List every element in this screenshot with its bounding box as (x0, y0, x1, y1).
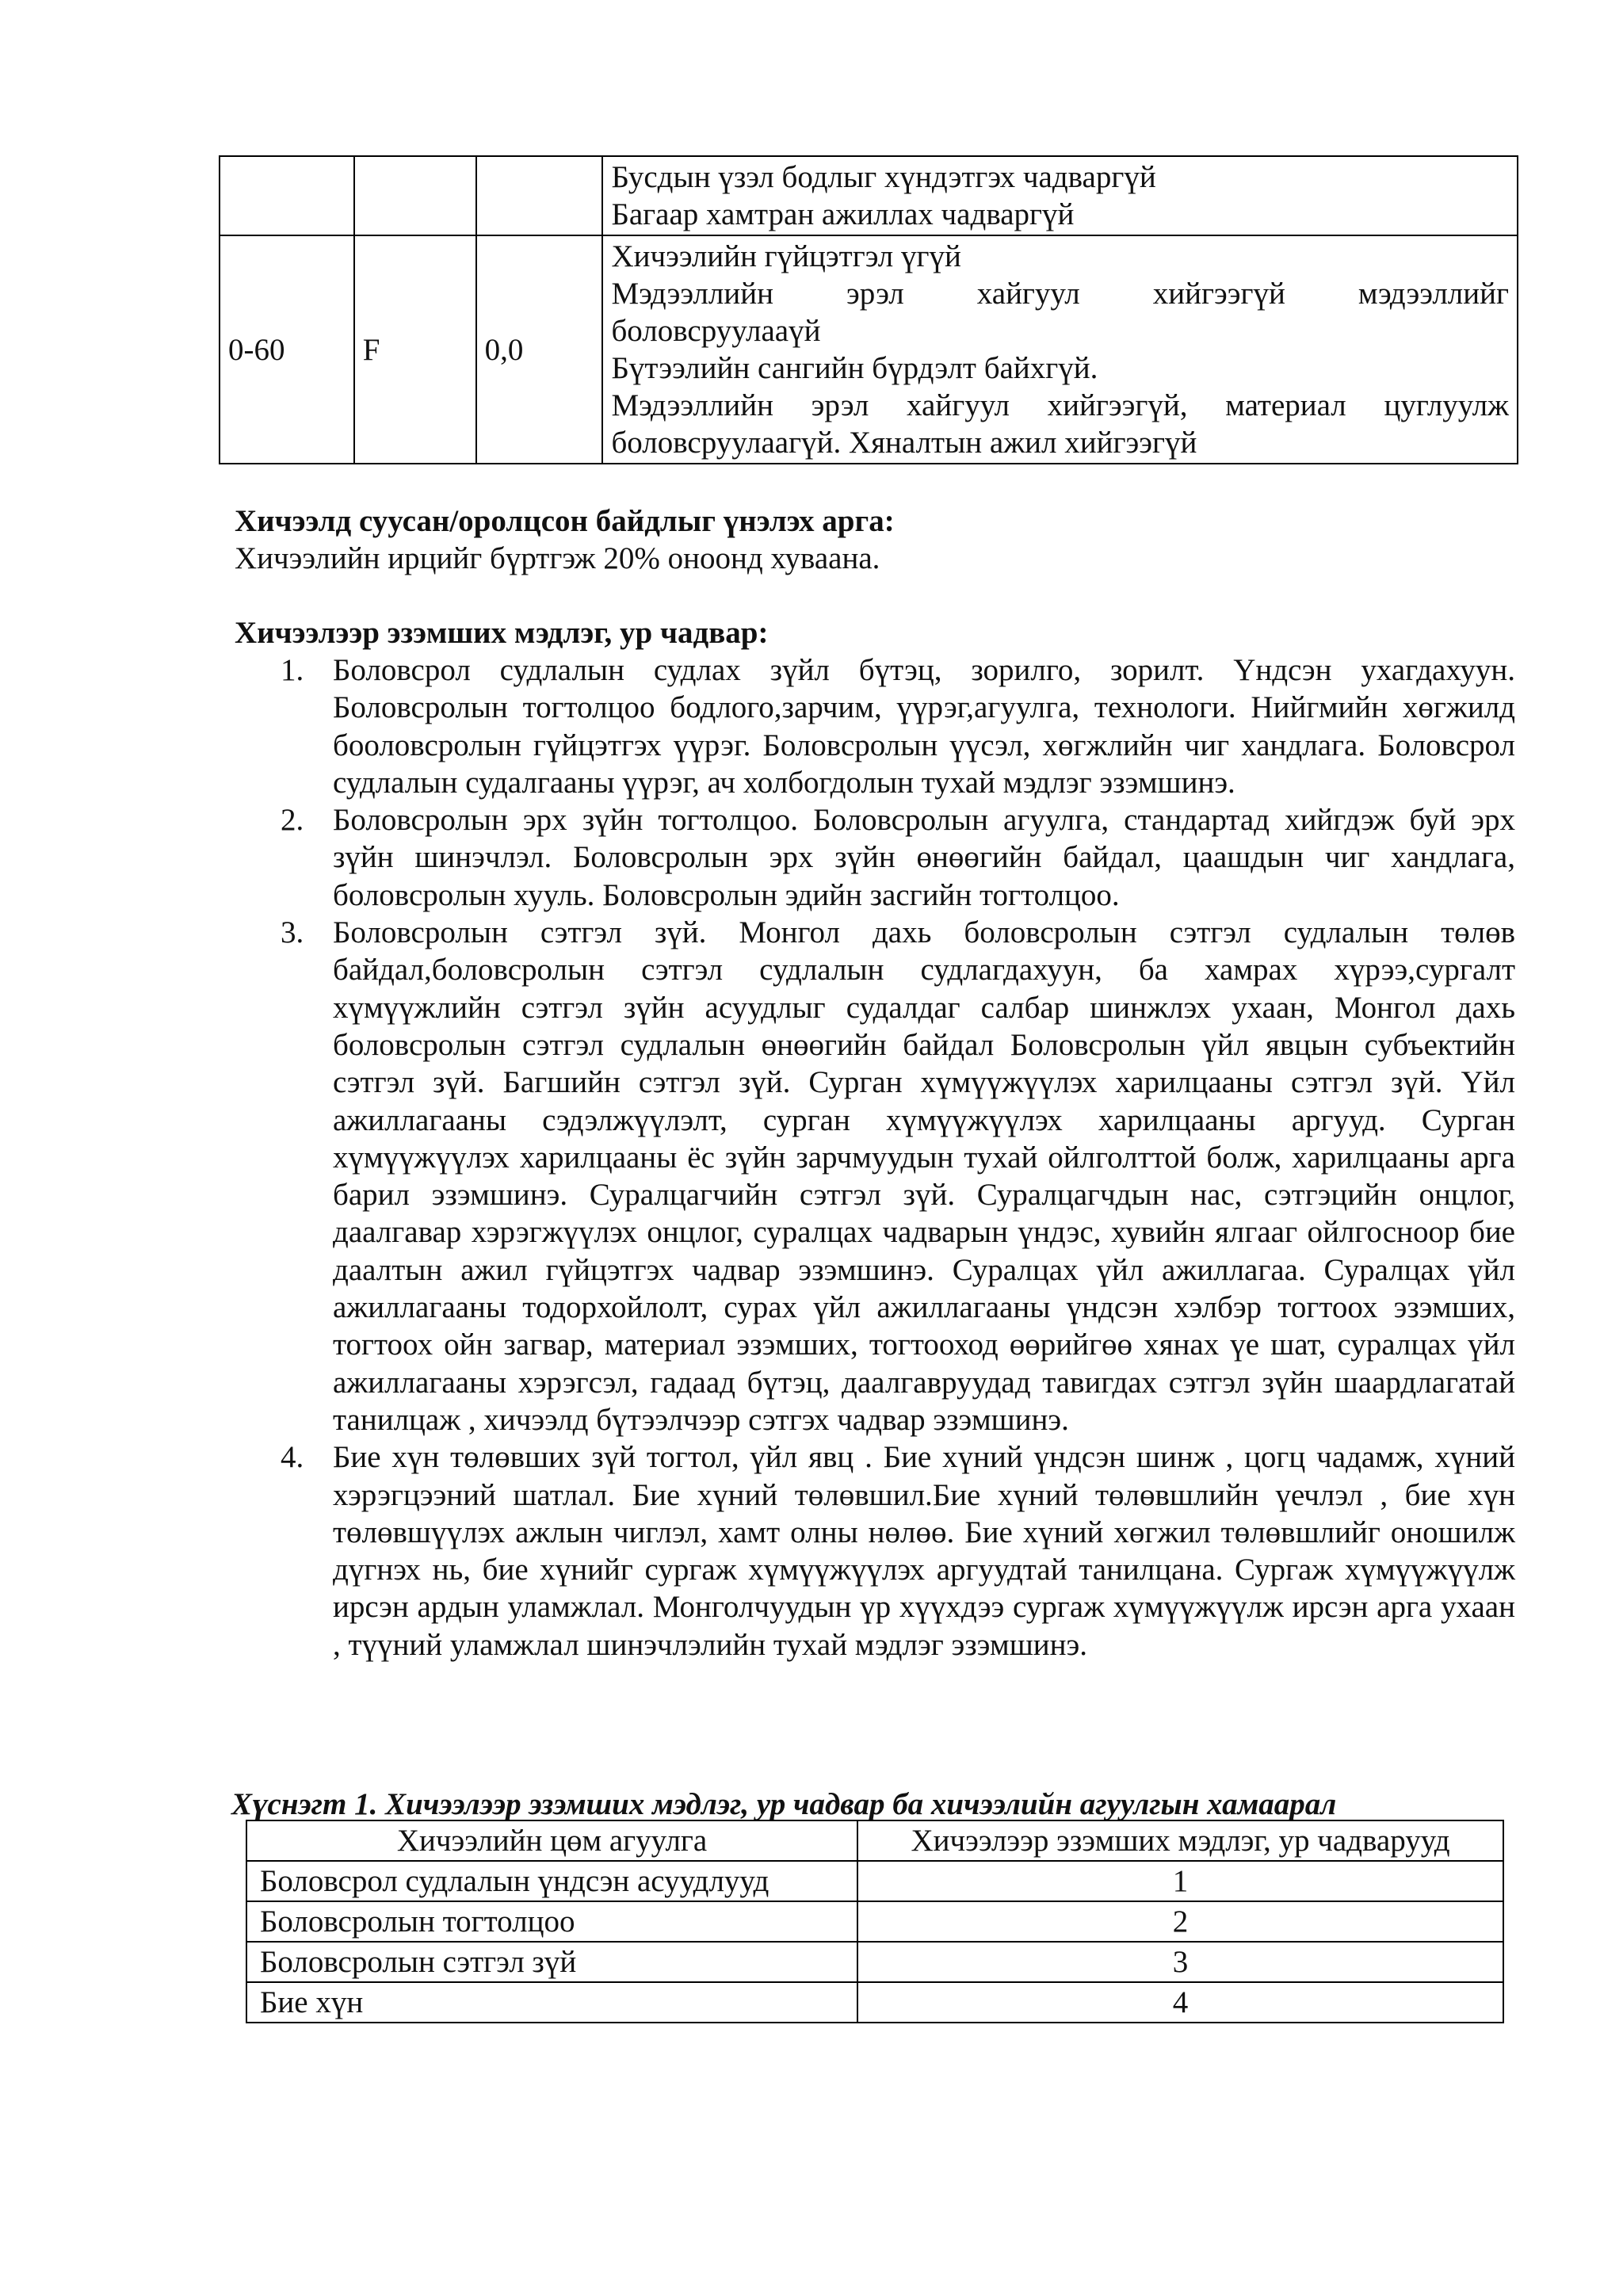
attendance-text: Хичээлийн ирцийг бүртгэж 20% оноонд хуваана. (235, 541, 880, 575)
grade-description-line: Хичээлийн гүйцэтгэл үгүй (611, 239, 961, 273)
attendance-section (235, 502, 1517, 577)
list-item-text: Боловсрол судлалын судлах зүйл бүтэц, зорилго, зорилт. Үндсэн ухагдахуун. Боловсролын тогтолцоо бодлого,зарчим, үүрэг,агуулга, технологи. Нийгмийн хөгжилд бооловсролын гүйцэтгэх үүрэг. Боловсролын үүсэл, хөгжлийн чиг хандлага. Боловсрол судлалын судалгааны үүрэг, ач холбогдолын тухай мэдлэг эзэмшинэ. (333, 653, 1515, 800)
grade-table (219, 155, 1518, 464)
list-number: 2. (281, 803, 304, 838)
grade-gpa-cell: 0,0 (476, 235, 603, 464)
grade-description-line: Бүтээлийн сангийн бүрдэлт байхгүй. (611, 351, 1098, 385)
column-header-topic: Хичээлийн цөм агуулга (246, 1820, 857, 1861)
skills-list-item (235, 914, 1515, 1438)
attendance-heading: Хичээлд суусан/оролцсон байдлыг үнэлэх арга: (235, 504, 895, 538)
grade-row (220, 156, 1518, 235)
list-number: 4. (281, 1440, 304, 1475)
topic-cell: Боловсролын сэтгэл зүй (246, 1942, 857, 1982)
list-item-text: Бие хүн төлөвших зүй тогтол, үйл явц . Бие хүний үндсэн шинж , цогц чадамж, хүний хэрэгцээний шатлал. Бие хүний төлөвшил.Бие хүний төлөвшлийн үечлэл , бие хүн төлөвшүүлэх ажлын чиглэл, хамт олны нөлөө. Бие хүний хөгжил төлөвшлийг оношилж дүгнэх нь, бие хүнийг сургаж хүмүүжүүлэх аргуудтай танилцана. Сургаж хүмүүжүүлж ирсэн ардын уламжлал. Монголчуудын үр хүүхдээ сургаж хүмүүжүүлж ирсэн арга ухаан , түүний уламжлал шинэчлэлийн тухай мэдлэг эзэмшинэ. (333, 1440, 1515, 1662)
skill-number-cell: 2 (857, 1901, 1503, 1942)
grade-range-cell: 0-60 (220, 235, 354, 464)
skills-list-item (235, 1438, 1515, 1664)
grade-description-line: боловсруулаагүй. Хяналтын ажил хийгээгүй (611, 426, 1197, 460)
grade-description-line: Бусдын үзэл бодлыг хүндэтгэх чадваргүй (611, 160, 1156, 194)
grade-description-line: Мэдээллийн эрэл хайгуул хийгээгүй, материал цуглуулж (611, 388, 1509, 422)
skill-number-cell: 3 (857, 1942, 1503, 1982)
grade-row (220, 235, 1518, 464)
skill-number-cell: 1 (857, 1861, 1503, 1901)
table-header-row (246, 1820, 1503, 1861)
table-caption: Хүснэгт 1. Хичээлээр эзэмших мэдлэг, ур чадвар ба хичээлийн агуулгын хамаарал (231, 1787, 1337, 1821)
topic-cell: Бие хүн (246, 1982, 857, 2023)
grade-description-line: боловсруулааүй (611, 314, 821, 348)
grade-description-line: Багаар хамтран ажиллах чадваргүй (611, 197, 1075, 231)
table-row (246, 1942, 1503, 1982)
list-item-text: Боловсролын эрх зүйн тогтолцоо. Боловсролын агуулга, стандартад хийгдэж буй эрх зүйн шинэчлэл. Боловсролын эрх зүйн өнөөгийн байдал, цаашдын чиг хандлага, боловсролын хууль. Боловсролын эдийн засгийн тогтолцоо. (333, 803, 1515, 912)
grade-letter-cell: F (354, 235, 476, 464)
table-row (246, 1901, 1503, 1942)
skills-list-item (235, 801, 1515, 914)
grade-description-line: Мэдээллийн эрэл хайгуул хийгээгүй мэдээллийг (611, 277, 1509, 311)
table-row (246, 1861, 1503, 1901)
list-number: 1. (281, 653, 304, 687)
skills-section (235, 614, 1517, 651)
grade-description-cell (602, 235, 1518, 464)
skill-number-cell: 4 (857, 1982, 1503, 2023)
grade-range-cell (220, 156, 354, 235)
skills-list-item (235, 651, 1515, 801)
skills-heading: Хичээлээр эзэмших мэдлэг, ур чадвар: (235, 616, 769, 650)
grade-description-cell (602, 156, 1518, 235)
skills-list (235, 651, 1515, 1664)
grade-letter-cell (354, 156, 476, 235)
topics-table (246, 1820, 1504, 2023)
table-row (246, 1982, 1503, 2023)
list-item-text: Боловсролын сэтгэл зүй. Монгол дахь боловсролын сэтгэл судлалын төлөв байдал,боловсролын сэтгэл судлалын судлагдахуун, ба хамрах хүрээ,сургалт хүмүүжлийн сэтгэл зүйн асуудлыг судалдаг салбар шинжлэх ухаан, Монгол дахь боловсролын сэтгэл судлалын өнөөгийн байдал Боловсролын үйл явцын субъектийн сэтгэл зүй. Багшийн сэтгэл зүй. Сурган хүмүүжүүлэх харилцааны сэтгэл зүй. Үйл ажиллагааны сэдэлжүүлэлт, сурган хүмүүжүүлэх харилцааны аргууд. Сурган хүмүүжүүлэх харилцааны ёс зүйн зарчмуудын тухай ойлголттой болж, харилцааны арга барил эзэмшинэ. Суралцагчийн сэтгэл зүй. Суралцагчдын нас, сэтгэцийн онцлог, даалгавар хэрэгжүүлэх онцлог, суралцах чадварын үндэс, хувийн ялгааг ойлгосноор бие даалтын ажил гүйцэтгэх чадвар эзэмшинэ. Суралцах үйл ажиллагаа. Суралцах үйл ажиллагааны тодорхойлолт, сурах үйл ажиллагааны үндсэн хэлбэр тогтоох эзэмших, тогтоох ойн загвар, материал эзэмших, тогтооход өөрийгөө хянах үе шат, суралцах үйл ажиллагааны хэрэгсэл, гадаад бүтэц, даалгавруудад тавигдах сэтгэл зүйн шаардлагатай танилцаж , хичээлд бүтээлчээр сэтгэх чадвар эзэмшинэ. (333, 915, 1515, 1437)
topic-cell: Боловсрол судлалын үндсэн асуудлууд (246, 1861, 857, 1901)
column-header-skills: Хичээлээр эзэмших мэдлэг, ур чадварууд (857, 1820, 1503, 1861)
list-number: 3. (281, 915, 304, 950)
topic-cell: Боловсролын тогтолцоо (246, 1901, 857, 1942)
grade-gpa-cell (476, 156, 603, 235)
